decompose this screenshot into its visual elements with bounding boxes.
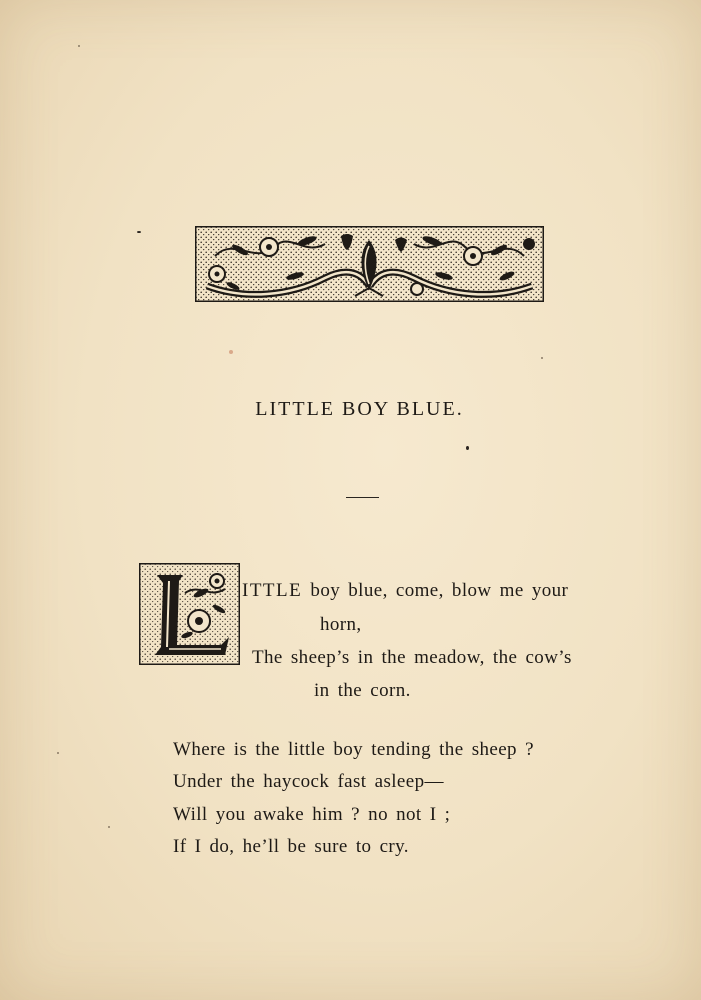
- dropcap-continuation: ITTLE: [242, 580, 303, 601]
- verse-line: Under the haycock fast asleep—: [173, 771, 444, 792]
- floral-headpiece-ornament: [195, 226, 544, 302]
- verse-text: boy blue, come, blow me your: [310, 580, 569, 601]
- verse-line: If I do, he’ll be sure to cry.: [173, 836, 409, 857]
- title-divider: [346, 497, 379, 498]
- paper-speck: [137, 231, 141, 233]
- verse-line: [242, 580, 568, 602]
- verse-line: Where is the little boy tending the sheep ?: [173, 739, 534, 760]
- verse-line: The sheep’s in the meadow, the cow’s: [252, 647, 572, 668]
- paper-speck: [229, 350, 233, 354]
- paper-speck: [108, 826, 110, 828]
- paper-speck: [466, 446, 469, 450]
- paper-speck: [541, 357, 543, 359]
- verse-line: in the corn.: [314, 680, 411, 701]
- poem-title: LITTLE BOY BLUE.: [255, 398, 464, 420]
- verse-line: Will you awake him ? no not I ;: [173, 804, 451, 825]
- verse-line: horn,: [320, 614, 362, 635]
- paper-speck: [57, 752, 59, 754]
- paper-speck: [78, 45, 80, 47]
- ornamental-dropcap-l: [139, 563, 240, 665]
